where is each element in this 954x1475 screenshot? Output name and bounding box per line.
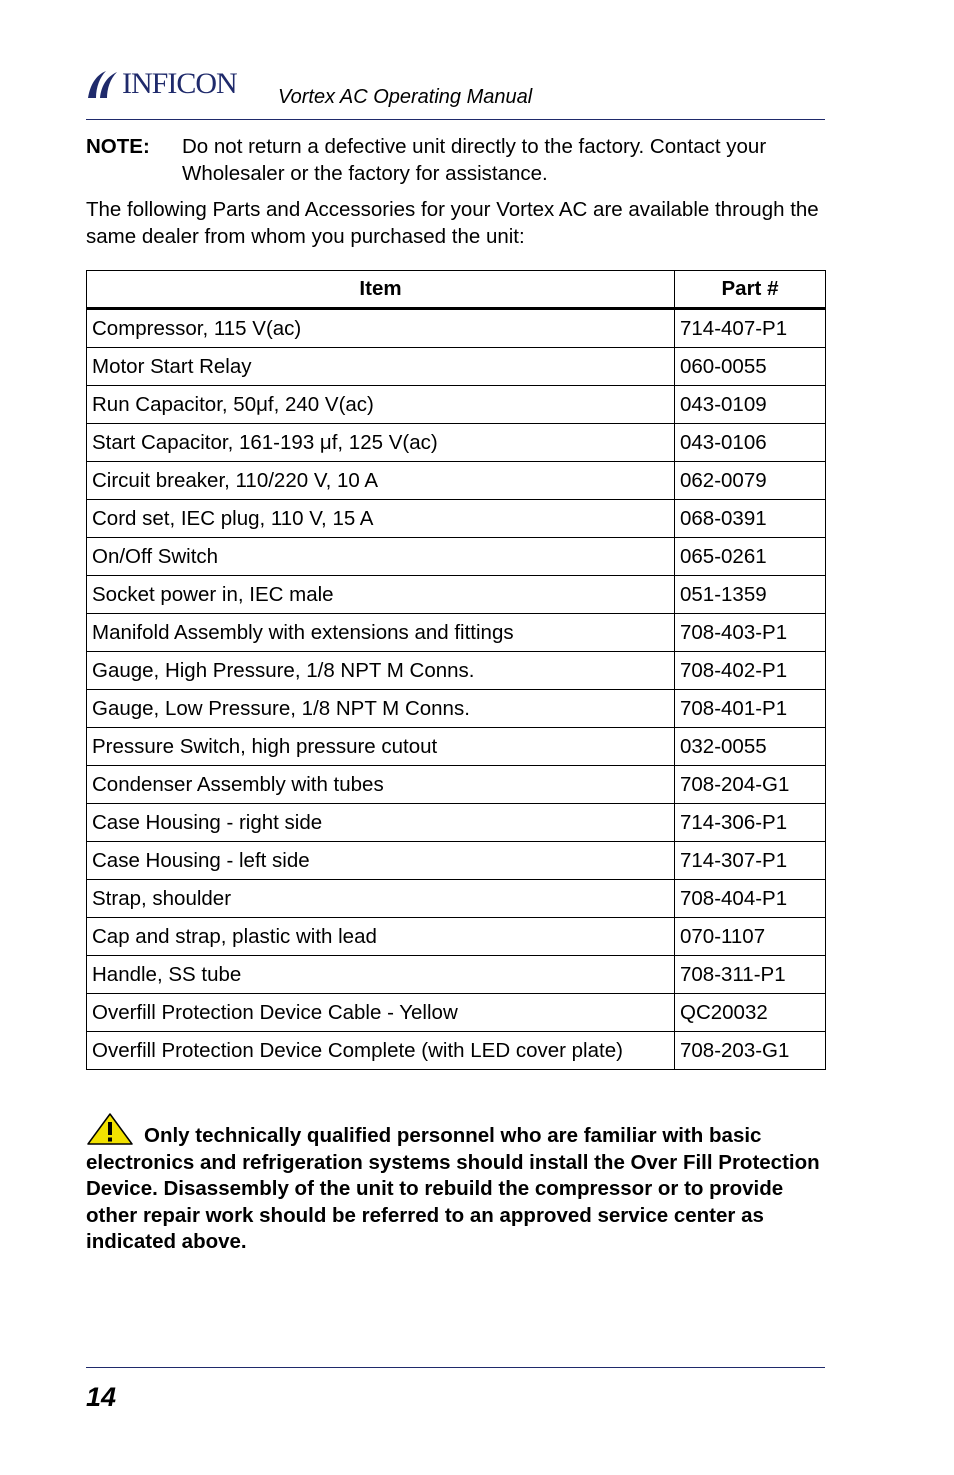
item-cell: Overfill Protection Device Complete (with LED cover plate) (87, 1032, 675, 1070)
part-number-cell: 060-0055 (675, 348, 826, 386)
table-row (87, 1032, 826, 1070)
part-number-cell: 068-0391 (675, 500, 826, 538)
note-label: NOTE: (86, 135, 150, 158)
part-number-cell: 032-0055 (675, 728, 826, 766)
item-cell: On/Off Switch (87, 538, 675, 576)
table-row (87, 766, 826, 804)
item-cell: Compressor, 115 V(ac) (87, 309, 675, 348)
parts-table-body (87, 309, 826, 1070)
item-cell: Pressure Switch, high pressure cutout (87, 728, 675, 766)
table-row (87, 348, 826, 386)
table-row (87, 842, 826, 880)
part-number-cell: 043-0106 (675, 424, 826, 462)
part-number-cell: 043-0109 (675, 386, 826, 424)
item-cell: Socket power in, IEC male (87, 576, 675, 614)
table-row (87, 462, 826, 500)
item-cell: Case Housing - left side (87, 842, 675, 880)
table-row (87, 880, 826, 918)
table-row (87, 576, 826, 614)
item-cell: Strap, shoulder (87, 880, 675, 918)
page-number: 14 (86, 1382, 117, 1412)
part-number-cell: 714-307-P1 (675, 842, 826, 880)
part-number-cell: 708-311-P1 (675, 956, 826, 994)
document-title: Vortex AC Operating Manual (278, 86, 533, 108)
logo-wordmark: INFICON (122, 67, 237, 100)
item-cell: Circuit breaker, 110/220 V, 10 A (87, 462, 675, 500)
part-number-cell: 062-0079 (675, 462, 826, 500)
table-row (87, 386, 826, 424)
inficon-logo (86, 66, 237, 102)
part-number-cell: 708-402-P1 (675, 652, 826, 690)
item-column-header: Item (87, 271, 675, 309)
warning-block (86, 1112, 826, 1256)
inficon-swoosh-icon (86, 67, 120, 101)
part-number-cell: QC20032 (675, 994, 826, 1032)
table-row (87, 538, 826, 576)
item-cell: Cap and strap, plastic with lead (87, 918, 675, 956)
item-cell: Gauge, High Pressure, 1/8 NPT M Conns. (87, 652, 675, 690)
item-cell: Handle, SS tube (87, 956, 675, 994)
footer-divider (86, 1367, 825, 1368)
part-number-cell: 051-1359 (675, 576, 826, 614)
item-cell: Overfill Protection Device Cable - Yellow (87, 994, 675, 1032)
part-number-cell: 708-401-P1 (675, 690, 826, 728)
note-text: Do not return a defective unit directly to the factory. Contact your Wholesaler or the factory for assistance. (182, 135, 767, 185)
table-row (87, 690, 826, 728)
table-row (87, 500, 826, 538)
item-cell: Gauge, Low Pressure, 1/8 NPT M Conns. (87, 690, 675, 728)
item-cell: Motor Start Relay (87, 348, 675, 386)
part-number-cell: 714-407-P1 (675, 309, 826, 348)
item-cell: Condenser Assembly with tubes (87, 766, 675, 804)
table-row (87, 994, 826, 1032)
item-cell: Start Capacitor, 161-193 μf, 125 V(ac) (87, 424, 675, 462)
intro-paragraph: The following Parts and Accessories for your Vortex AC are available through the same dealer from whom you purchased the unit: (86, 198, 819, 248)
part-column-header: Part # (675, 271, 826, 309)
part-number-cell: 708-404-P1 (675, 880, 826, 918)
table-row (87, 728, 826, 766)
page-header (86, 62, 825, 120)
header-divider (86, 119, 825, 120)
table-header-row (87, 271, 826, 309)
part-number-cell: 065-0261 (675, 538, 826, 576)
item-cell: Run Capacitor, 50μf, 240 V(ac) (87, 386, 675, 424)
table-row (87, 614, 826, 652)
item-cell: Case Housing - right side (87, 804, 675, 842)
table-row (87, 652, 826, 690)
table-row (87, 956, 826, 994)
part-number-cell: 708-203-G1 (675, 1032, 826, 1070)
table-row (87, 424, 826, 462)
warning-triangle-icon (86, 1112, 134, 1146)
part-number-cell: 714-306-P1 (675, 804, 826, 842)
item-cell: Cord set, IEC plug, 110 V, 15 A (87, 500, 675, 538)
parts-table (86, 270, 826, 1070)
table-row (87, 804, 826, 842)
part-number-cell: 708-403-P1 (675, 614, 826, 652)
warning-text: Only technically qualified personnel who are familiar with basic electronics and refrigeration systems should install the Over Fill Protection Device. Disassembly of the unit to rebuild the compressor or to provide other repair work should be referred to an approved service center as indicated above. (86, 1124, 820, 1253)
table-row (87, 309, 826, 348)
item-cell: Manifold Assembly with extensions and fittings (87, 614, 675, 652)
part-number-cell: 708-204-G1 (675, 766, 826, 804)
table-row (87, 918, 826, 956)
note-block (86, 133, 825, 187)
part-number-cell: 070-1107 (675, 918, 826, 956)
